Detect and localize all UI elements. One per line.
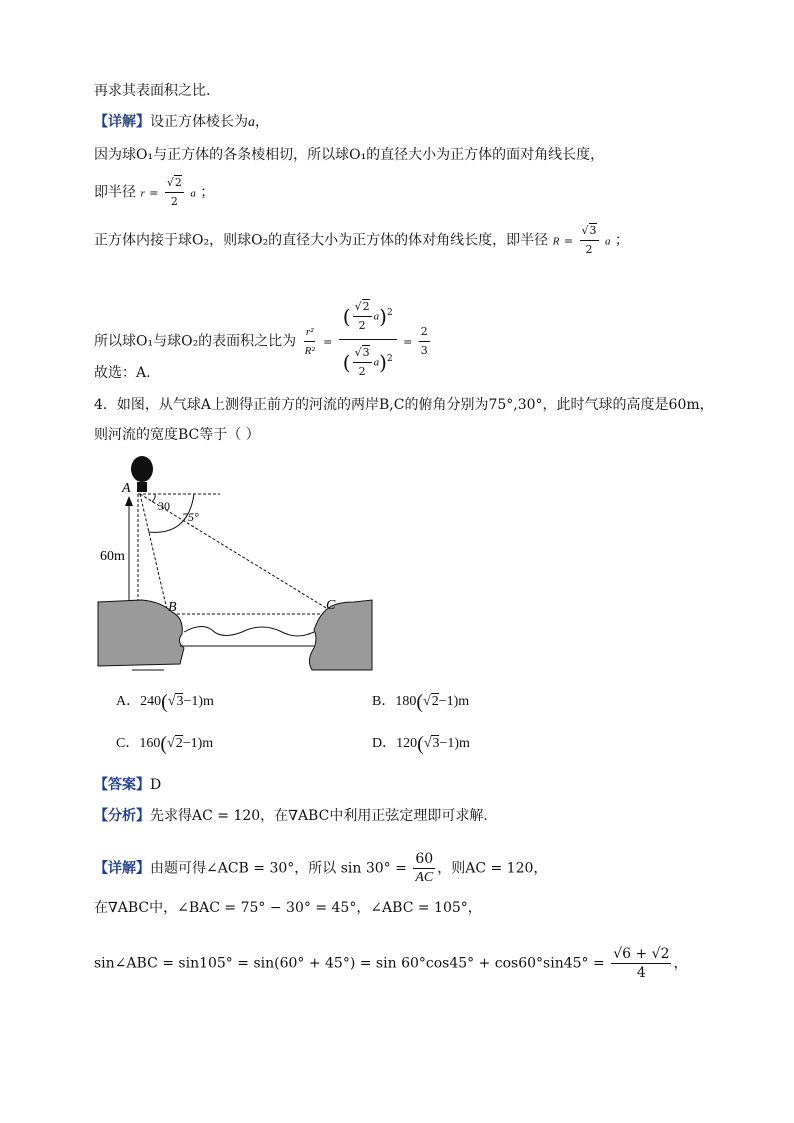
- label-C: C: [326, 598, 336, 613]
- label-75: 75°: [182, 510, 199, 524]
- analysis-tag: 【分析】: [94, 808, 150, 824]
- fraction-sin: [611, 945, 671, 982]
- label-60m: 60m: [100, 549, 125, 564]
- option-tail: −1)m: [438, 694, 470, 710]
- option-radicand: 2: [175, 736, 183, 752]
- label-30: 30: [158, 499, 170, 513]
- denominator: 2: [585, 243, 593, 256]
- detail-line-1: [94, 850, 547, 887]
- balloon: [131, 456, 153, 482]
- label-B: B: [168, 600, 177, 615]
- var-a: a: [373, 310, 380, 323]
- detail-text: 由题可得∠ACB = 30°，所以 sin 30° =: [150, 860, 407, 877]
- denominator: 2: [358, 319, 366, 332]
- denominator: 2: [170, 195, 178, 208]
- denominator: 4: [636, 965, 646, 981]
- numerator: 2: [419, 323, 430, 342]
- option-A[interactable]: A．240(√3−1)m: [116, 691, 214, 713]
- symbol-r: r: [140, 187, 145, 200]
- denominator: AC: [415, 870, 434, 885]
- detail-text: ，则AC = 120，: [437, 860, 548, 877]
- denominator: R²: [304, 345, 315, 357]
- option-C[interactable]: C．160(√2−1)m: [116, 733, 214, 755]
- angle-arc-30: [152, 494, 155, 502]
- denominator: 2: [358, 365, 366, 378]
- detail-tag: 【详解】: [94, 114, 150, 130]
- var-a: a: [373, 356, 380, 369]
- question-stem: 4．如图，从气球A上测得正前方的河流的两岸B,C的俯角分别为75°,30°，此时气球的高度是60m，: [94, 397, 714, 413]
- option-radicand: 3: [432, 736, 440, 752]
- detail-line: [94, 113, 269, 132]
- detail-tag: 【详解】: [94, 860, 150, 877]
- option-D[interactable]: D．120(√3−1)m: [372, 733, 470, 755]
- detail-line-3: [94, 945, 687, 982]
- fraction: $\frac{√2}{2}$: [165, 174, 184, 211]
- analysis-text: 先求得AC = 120，在∇ABC中利用正弦定理即可求解.: [150, 808, 488, 824]
- symbol-R: R: [552, 235, 560, 248]
- fraction-60-AC: [413, 850, 435, 887]
- balloon-river-figure: [92, 452, 382, 682]
- text-line: 再求其表面积之比.: [94, 83, 211, 99]
- radicand: 2: [362, 300, 370, 313]
- option-coef: 180: [395, 694, 417, 710]
- option-tail: −1)m: [183, 694, 214, 710]
- arrow-up: [125, 496, 133, 506]
- denominator: 3: [420, 344, 428, 357]
- radicand: 2: [174, 176, 182, 189]
- punct: ；: [200, 184, 215, 201]
- equals: =: [323, 335, 333, 349]
- answer-value: D: [150, 777, 162, 793]
- text-line: 因为球O₁与正方体的各条棱相切，所以球O₁的直径大小为正方体的面对角线长度，: [94, 147, 605, 163]
- text: 所以球O₁与球O₂的表面积之比为: [94, 333, 297, 350]
- numerator: 60: [415, 851, 434, 867]
- fraction-big: ( $\frac{√2}{2}$ a)$^2$ ( $\frac{√3}{2}$ a)$^2$: [339, 294, 397, 385]
- punct: ，: [673, 955, 688, 972]
- choose-line: 故选：A.: [94, 365, 151, 381]
- var-a: a: [190, 187, 196, 200]
- detail-line-2: 在∇ABC中，∠BAC = 75° − 30° = 45°，∠ABC = 105°，: [94, 900, 482, 916]
- answer-tag: 【答案】: [94, 777, 150, 793]
- option-B[interactable]: B．180(√2−1)m: [372, 691, 470, 713]
- option-coef: 160: [139, 736, 161, 752]
- text: 正方体内接于球O₂，则球O₂的直径大小为正方体的体对角线长度，即半径: [94, 232, 549, 249]
- option-radicand: 2: [431, 694, 439, 710]
- option-coef: 240: [140, 694, 162, 710]
- punct: ；: [614, 232, 629, 249]
- label-A: A: [122, 481, 131, 496]
- option-key: A．: [116, 694, 141, 710]
- numerator: r²: [304, 323, 316, 342]
- radicand: 3: [589, 224, 597, 237]
- numerator: √6 + √2: [613, 946, 670, 962]
- punct: ，: [255, 114, 269, 130]
- option-key: B．: [372, 694, 396, 710]
- text: 即半径: [94, 184, 136, 201]
- option-key: C．: [116, 736, 140, 752]
- option-key: D．: [372, 736, 397, 752]
- question-stem-2: 则河流的宽度BC等于（ ）: [94, 427, 260, 443]
- detail-text: sin∠ABC = sin105° = sin(60° + 45°) = sin 60°cos45° + cos60°sin45° =: [94, 955, 605, 972]
- radicand: 3: [362, 346, 370, 359]
- option-coef: 120: [396, 736, 418, 752]
- option-tail: −1)m: [439, 736, 470, 752]
- radius-line: [94, 174, 214, 211]
- fraction-result: [419, 323, 430, 360]
- equals: =: [403, 335, 413, 349]
- equals: =: [563, 234, 574, 248]
- answer-line: [94, 776, 161, 794]
- water-surface: [184, 626, 314, 636]
- var-a: a: [604, 235, 611, 248]
- option-radicand: 3: [176, 694, 184, 710]
- option-tail: −1)m: [182, 736, 214, 752]
- fraction-r-R: [303, 323, 317, 360]
- equals: =: [149, 186, 159, 200]
- analysis-line: [94, 807, 488, 825]
- fraction: $\frac{√3}{2}$: [580, 222, 599, 259]
- right-bank: [309, 600, 372, 670]
- balloon-basket: [137, 482, 147, 492]
- detail-text: 设正方体棱长为: [150, 114, 248, 130]
- inscribed-line: [94, 222, 629, 259]
- var-a: a: [248, 115, 255, 130]
